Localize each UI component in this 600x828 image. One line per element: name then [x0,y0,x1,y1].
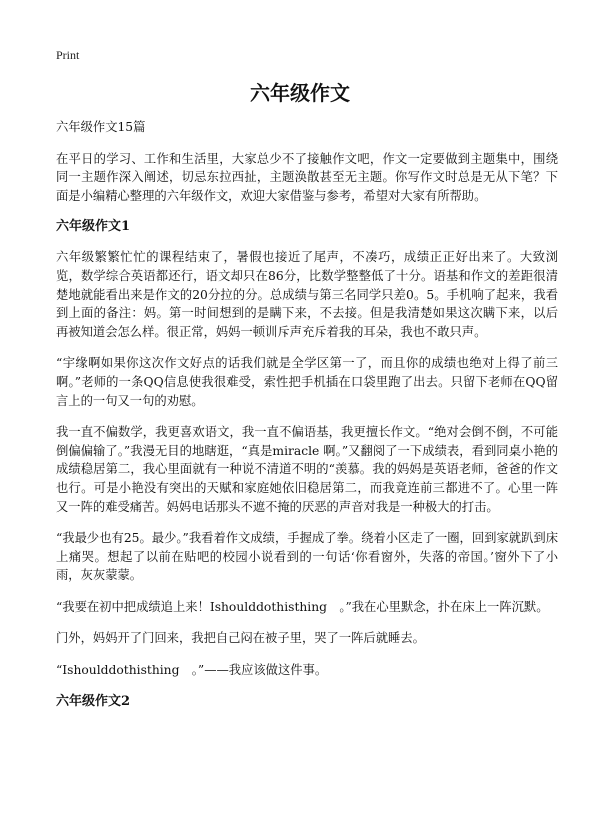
article-body [56,118,558,723]
essay-1-paragraph: 我一直不偏数学，我更喜欢语文，我一直不偏语基，我更擅长作文。“绝对会倒不倒，不可能倒偏偏输了。”我漫无目的地瞎逛，“真是miracle 啊。”又翻阅了一下成绩表，看到同桌小艳的成绩稳居第二，我心里面就有一种说不清道不明的“羡慕。我的妈妈是英语老师，爸爸的作文也行。可是小艳没有突出的天赋和家庭她依旧稳居第二，而我竟连前三都进不了。心里一阵又一阵的难受痛苦。妈妈电话那头不遮不掩的厌恶的声音对我是一种极大的打击。 [56,425,558,514]
intro-paragraph: 在平日的学习、工作和生活里，大家总少不了接触作文吧，作文一定要做到主题集中，围绕同一主题作深入阐述，切忌东拉西扯，主题涣散甚至无主题。你写作文时总是无从下笔？下面是小编精心整理的六年级作文，欢迎大家借鉴与参考，希望对大家有所帮助。 [56,151,558,203]
essay-1-paragraph: 门外，妈妈开了门回来，我把自己闷在被子里，哭了一阵后就睡去。 [56,631,425,646]
essay-1-heading: 六年级作文1 [56,219,131,235]
essay-1-paragraph: 六年级繁繁忙忙的课程结束了，暑假也接近了尾声，不凑巧，成绩正正好出来了。大致浏览，数学综合英语都还行，语文却只在86分，比数学整整低了十分。语基和作文的差距很清楚地就能看出来是作文的20分拉的分。总成绩与第三名同学只差0。5。手机响了起来，我看到上面的备注：妈。第一时间想到的是瞒下来，不去接。但是我清楚如果这次瞒下来，以后再被知道会怎么样。很正常，妈妈一顿训斥声充斥着我的耳朵，我也不敢只声。 [56,250,558,339]
article-subtitle: 六年级作文15篇 [56,120,146,134]
print-link[interactable]: Print [56,48,80,62]
essay-2-heading: 六年级作文2 [56,693,131,709]
essay-1-paragraph: “宇缘啊如果你这次作文好点的话我们就是全学区第一了，而且你的成绩也绝对上得了前三啊。”老师的一条QQ信息使我很难受，索性把手机插在口袋里跑了出去。只留下老师在QQ留言上的一句又一句的劝慰。 [56,356,558,408]
page-title: 六年级作文 [250,81,350,105]
essay-1-paragraph: “Ishoulddothisthing 。”——我应该做这件事。 [56,663,328,678]
essay-1-paragraph: “我最少也有25。最少。”我看着作文成绩，手握成了拳。绕着小区走了一圈，回到家就趴到床上痛哭。想起了以前在贴吧的校园小说看到的一句话‘你看窗外，失落的帝国。’窗外下了小雨，灰灰蒙蒙。 [56,531,558,583]
essay-1-paragraph: “我要在初中把成绩追上来！Ishoulddothisthing 。”我在心里默念，扑在床上一阵沉默。 [56,599,549,614]
